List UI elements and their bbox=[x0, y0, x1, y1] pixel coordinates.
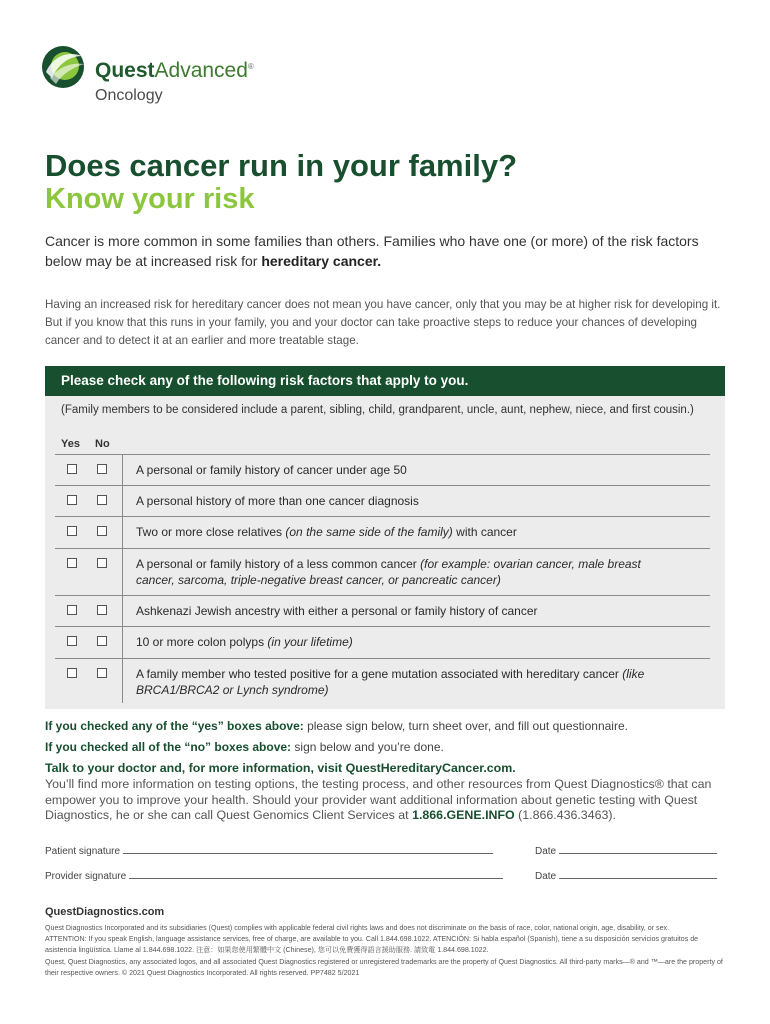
no-checkbox[interactable] bbox=[97, 558, 107, 568]
trademark-notice: Quest, Quest Diagnostics, any associated logos, and all associated Quest Diagnostics registered or unregistered trademarks are the property of Quest Diagnostics. All third-party marks—® and ™—are the property of their respective owners. © 2021 Quest Diagnostics Incorporated. All rights reserved. PP7482 5/2021 bbox=[45, 958, 723, 977]
brand-name: QuestAdvanced® bbox=[95, 59, 254, 82]
risk-row bbox=[55, 626, 710, 658]
yes-checkbox[interactable] bbox=[67, 526, 77, 536]
yes-checkbox[interactable] bbox=[67, 464, 77, 474]
no-checkbox[interactable] bbox=[97, 495, 107, 505]
no-column-label: No bbox=[95, 438, 110, 450]
intro-text: Cancer is more common in some families than others. Families who have one (or more) of the risk factors below may be at increased risk for hereditary cancer. bbox=[45, 233, 699, 269]
checklist-heading: Please check any of the following risk factors that apply to you. bbox=[45, 366, 725, 396]
yes-column-label: Yes bbox=[61, 438, 80, 450]
patient-date-field[interactable]: Date bbox=[535, 844, 717, 857]
talk-to-doctor-heading: Talk to your doctor and, for more information, visit QuestHereditaryCancer.com. bbox=[45, 761, 516, 775]
quest-advanced-oncology-logo bbox=[40, 44, 280, 108]
nondiscrimination-notice: Quest Diagnostics Incorporated and its subsidiaries (Quest) complies with applicable federal civil rights laws and does not discriminate on the basis of race, color, national origin, age, disability, or sex. bbox=[45, 924, 670, 932]
page-subtitle: Know your risk bbox=[45, 183, 255, 215]
risk-row bbox=[55, 595, 710, 626]
risk-factor-text: A personal or family history of cancer under age 50 bbox=[136, 463, 407, 477]
risk-row bbox=[55, 658, 710, 703]
no-checkbox[interactable] bbox=[97, 668, 107, 678]
page-title: Does cancer run in your family? bbox=[45, 148, 518, 183]
checked-yes-instruction: If you checked any of the “yes” boxes above: please sign below, turn sheet over, and fill out questionnaire. bbox=[45, 719, 628, 733]
risk-row bbox=[55, 454, 710, 485]
website-link[interactable]: QuestDiagnostics.com bbox=[45, 906, 165, 918]
more-info-text: You’ll find more information on testing options, the testing process, and other resources from Quest Diagnostics® that can empower you to improve your health. Should your provider want additional information about genetic testing with Quest Diagnostics, he or she can call Quest Genomics Client Services at 1.866.GENE.INFO (1.866.436.3463). bbox=[45, 777, 712, 822]
risk-factor-text: A personal history of more than one cancer diagnosis bbox=[136, 494, 419, 508]
provider-date-field[interactable]: Date bbox=[535, 869, 717, 882]
yes-checkbox[interactable] bbox=[67, 668, 77, 678]
patient-signature-field[interactable]: Patient signature bbox=[45, 844, 493, 857]
provider-signature-field[interactable]: Provider signature bbox=[45, 869, 503, 882]
no-checkbox[interactable] bbox=[97, 526, 107, 536]
yes-checkbox[interactable] bbox=[67, 636, 77, 646]
yes-checkbox[interactable] bbox=[67, 558, 77, 568]
risk-row bbox=[55, 548, 710, 595]
yes-checkbox[interactable] bbox=[67, 495, 77, 505]
risk-factor-text: A personal or family history of a less common cancer (for example: ovarian cancer, male breast cancer, sarcoma, triple-negative breast cancer, or pancreatic cancer) bbox=[136, 557, 641, 587]
no-checkbox[interactable] bbox=[97, 464, 107, 474]
checked-no-instruction: If you checked all of the “no” boxes above: sign below and you’re done. bbox=[45, 740, 444, 754]
risk-row bbox=[55, 485, 710, 516]
risk-factor-text: Two or more close relatives (on the same side of the family) with cancer bbox=[136, 525, 517, 539]
checklist-note: (Family members to be considered include a parent, sibling, child, grandparent, uncle, aunt, nephew, niece, and first cousin.) bbox=[61, 404, 694, 416]
risk-row bbox=[55, 516, 710, 548]
risk-factor-text: 10 or more colon polyps (in your lifetime) bbox=[136, 635, 353, 649]
checklist-rows bbox=[55, 454, 710, 703]
quest-logo-icon bbox=[40, 44, 86, 90]
brand-subtitle: Oncology bbox=[95, 87, 163, 104]
language-assistance-notice: ATTENTION: If you speak English, language assistance services, free of charge, are available to you. Call 1.844.698.1022. ATENCIÓN: Si habla español (Spanish), tiene a su disposición servicios gratuitos de asistencia lingüística. Llame al 1.844.698.1022. 注意：如果您使用繁體中文 (Chinese), 您可以免費獲得語言援助服務. 請致電 1.844.698.1022. bbox=[45, 935, 699, 954]
risk-factor-text: Ashkenazi Jewish ancestry with either a personal or family history of cancer bbox=[136, 604, 538, 618]
no-checkbox[interactable] bbox=[97, 605, 107, 615]
risk-factor-text: A family member who tested positive for a gene mutation associated with hereditary cancer (like BRCA1/BRCA2 or Lynch syndrome) bbox=[136, 667, 645, 697]
risk-paragraph: Having an increased risk for hereditary cancer does not mean you have cancer, only that you may be at higher risk for developing it. But if you know that this runs in your family, you and your doctor can take proactive steps to reduce your chances of developing cancer and to detect it at an earlier and more treatable stage. bbox=[45, 298, 721, 347]
no-checkbox[interactable] bbox=[97, 636, 107, 646]
yes-checkbox[interactable] bbox=[67, 605, 77, 615]
risk-factor-checklist bbox=[45, 366, 725, 709]
